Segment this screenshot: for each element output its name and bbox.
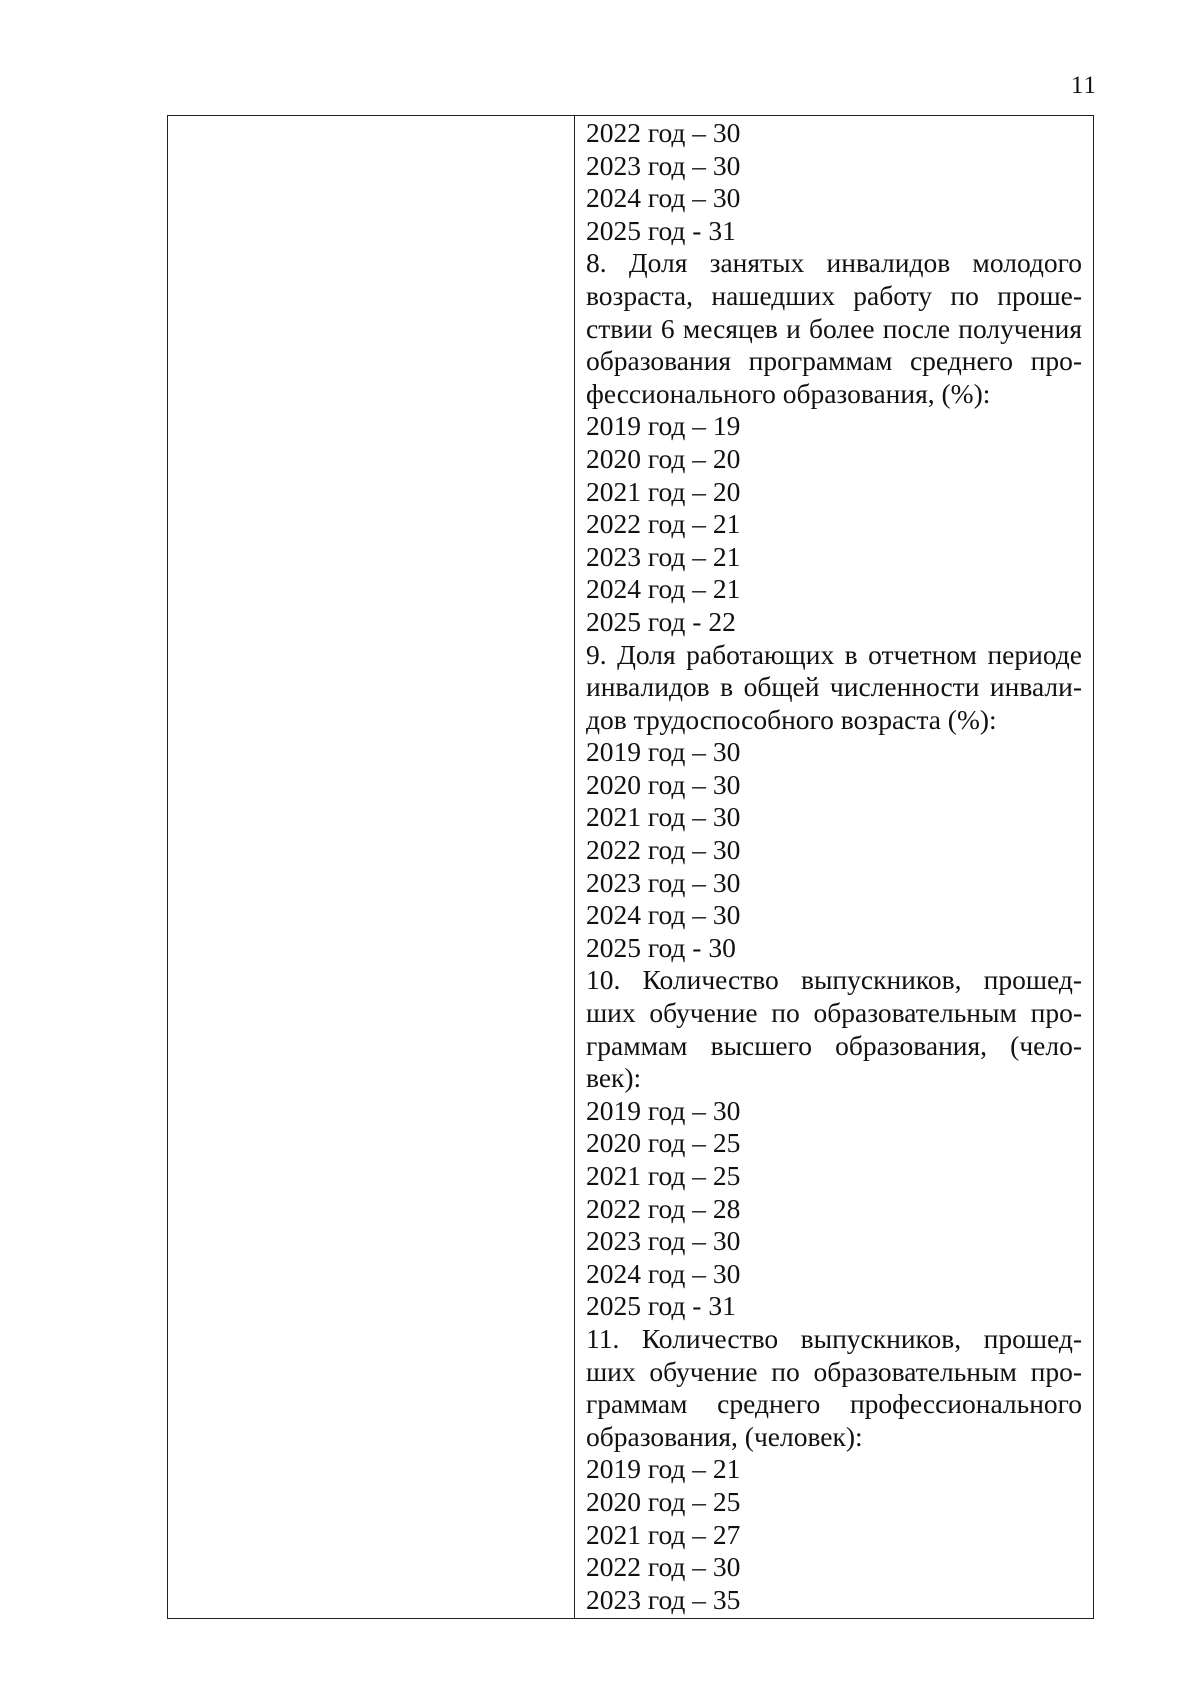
- year-value-line: 2023 год – 30: [586, 149, 741, 181]
- year-value-line: 2021 год – 27: [586, 1518, 741, 1550]
- indicator-title-line: 11. Количество выпускников, прошед-: [586, 1322, 1082, 1354]
- year-value-line: 2021 год – 25: [586, 1160, 741, 1191]
- year-value-line: 2024 год – 30: [586, 899, 741, 931]
- page-number: 11: [1070, 72, 1097, 99]
- year-value-line: 2023 год – 30: [586, 1225, 741, 1257]
- indicator-block: [586, 639, 1082, 965]
- year-value-line: 2022 год – 30: [586, 1551, 741, 1583]
- year-value-line: 2019 год – 21: [586, 1453, 741, 1485]
- year-value-line: 2023 год – 30: [586, 866, 741, 898]
- column-divider: [574, 116, 575, 1618]
- indicator-title-line: век):: [586, 1062, 642, 1094]
- indicator-title-line: образования программам среднего про-: [586, 345, 1082, 377]
- year-value-line: 2025 год - 31: [586, 1290, 736, 1322]
- year-value-line: 2025 год - 22: [586, 605, 736, 637]
- indicator-title-line: 9. Доля работающих в отчетном периоде: [586, 638, 1082, 670]
- indicator-title-line: инвалидов в общей численности инвали-: [586, 671, 1082, 703]
- year-value-line: 2020 год – 20: [586, 442, 741, 474]
- year-value-line: 2020 год – 25: [586, 1485, 741, 1517]
- indicator-block: [586, 1323, 1082, 1616]
- table-left-cell-empty: [168, 116, 574, 1618]
- year-value-line: 2019 год – 19: [586, 410, 741, 442]
- year-value-line: 2023 год – 21: [586, 540, 741, 572]
- year-value-line: 2025 год - 31: [586, 214, 736, 246]
- year-value-line: 2023 год – 35: [586, 1583, 741, 1615]
- indicators-cell: [586, 117, 1082, 1619]
- year-value-line: 2022 год – 28: [586, 1192, 741, 1224]
- indicator-title-line: ствии 6 месяцев и более после получения: [586, 312, 1082, 344]
- year-value-line: 2021 год – 20: [586, 475, 741, 507]
- year-value-line: 2020 год – 25: [586, 1127, 741, 1159]
- year-value-line: 2024 год – 30: [586, 182, 741, 214]
- indicator-title-line: ших обучение по образовательным про-: [586, 1355, 1082, 1387]
- indicators-table: [167, 115, 1094, 1619]
- indicator-title-line: возраста, нашедших работу по проше-: [586, 279, 1082, 311]
- indicator-title-line: граммам среднего профессионального: [586, 1388, 1082, 1420]
- year-value-line: 2022 год – 30: [586, 834, 741, 866]
- year-value-line: 2025 год - 30: [586, 931, 736, 963]
- indicator-block: [586, 117, 1082, 247]
- year-value-line: 2021 год – 30: [586, 801, 741, 833]
- indicator-title-line: дов трудоспособного возраста (%):: [586, 703, 997, 735]
- indicator-title-line: граммам высшего образования, (чело-: [586, 1029, 1082, 1061]
- indicator-block: [586, 247, 1082, 638]
- indicator-title-line: образования, (человек):: [586, 1420, 863, 1452]
- year-value-line: 2024 год – 21: [586, 573, 741, 605]
- indicator-title-line: ших обучение по образовательным про-: [586, 997, 1082, 1029]
- indicator-block: [586, 964, 1082, 1323]
- indicator-title-line: 10. Количество выпускников, прошед-: [586, 964, 1082, 996]
- year-value-line: 2020 год – 30: [586, 768, 741, 800]
- year-value-line: 2019 год – 30: [586, 1094, 741, 1126]
- year-value-line: 2024 год – 30: [586, 1257, 741, 1289]
- year-value-line: 2022 год – 30: [586, 117, 741, 148]
- indicator-title-line: фессионального образования, (%):: [586, 377, 991, 409]
- year-value-line: 2019 год – 30: [586, 736, 741, 768]
- year-value-line: 2022 год – 21: [586, 508, 741, 540]
- indicator-title-line: 8. Доля занятых инвалидов молодого: [586, 247, 1082, 279]
